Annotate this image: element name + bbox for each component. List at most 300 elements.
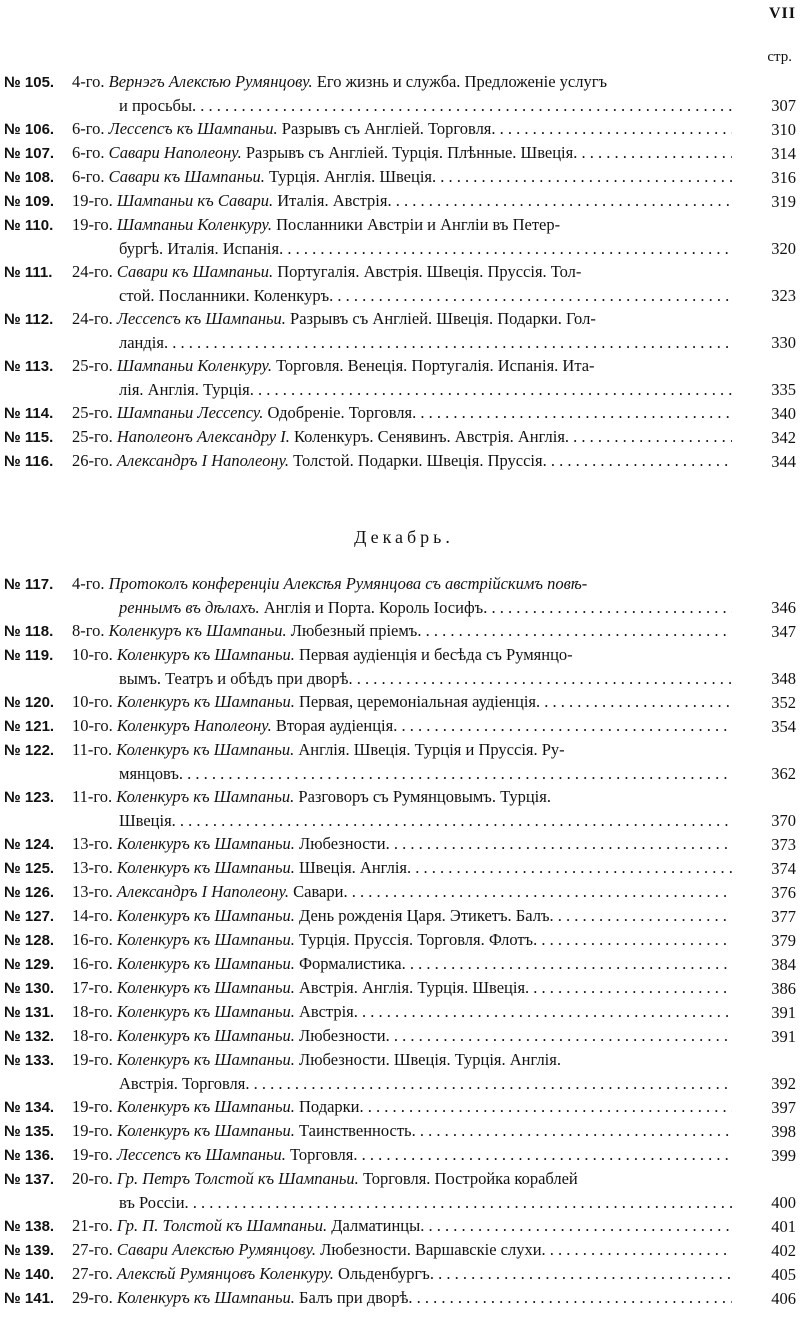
entry-number-text: № 131. (4, 1004, 55, 1021)
entry-number (4, 1214, 72, 1238)
toc-entry (0, 976, 796, 1000)
entry-number-text: № 133. (4, 1052, 55, 1069)
entry-author: Алексѣй Румянцовъ Коленкуру. (116, 1264, 334, 1283)
entry-text (72, 928, 533, 951)
entry-author: Шампаньи Коленкуру. (116, 215, 272, 234)
page-number: 386 (771, 979, 796, 998)
entry-topics: Первая аудіенція и бесѣда съ Румянцо- (299, 645, 573, 664)
entry-number (4, 928, 72, 952)
entry-date: 10-го. (72, 645, 113, 664)
entry-date: 21-го. (72, 1216, 113, 1235)
entry-number (4, 880, 72, 904)
entry-text (72, 572, 732, 595)
page-number: 379 (771, 931, 796, 950)
page-number: 347 (771, 622, 796, 641)
dot-leader (343, 880, 732, 903)
dot-leader (245, 1072, 732, 1095)
entry-text (72, 714, 393, 737)
toc-entry-continuation (4, 596, 796, 619)
page-number: 402 (771, 1241, 796, 1260)
entry-number (4, 70, 72, 94)
entry-topics: Англія. Швеція. Турція и Пруссія. Ру- (298, 740, 565, 759)
continuation-text (119, 331, 164, 354)
entry-author: Лессепсъ къ Шампаньи. (116, 1145, 286, 1164)
entry-number-text: № 140. (4, 1266, 55, 1283)
entry-topics: Балъ при дворѣ (299, 1288, 409, 1307)
entry-number-text: № 126. (4, 884, 55, 901)
toc-entry (0, 1048, 796, 1095)
page-number: 310 (771, 120, 796, 139)
entry-text (72, 1048, 732, 1071)
entry-author: Коленкуръ къ Шампаньи. (116, 1288, 295, 1307)
entry-text (72, 856, 407, 879)
entry-number (4, 1024, 72, 1048)
entry-number (4, 1119, 72, 1143)
continuation-topics: Англія и Порта. Король Іосифъ (263, 598, 484, 617)
entry-text (72, 1238, 542, 1261)
entry-date: 25-го. (72, 427, 113, 446)
entry-text (72, 976, 525, 999)
entry-author: Савари Алексѣю Румянцову. (116, 1240, 316, 1259)
entry-number (4, 832, 72, 856)
dot-leader (483, 596, 732, 619)
continuation-topics: стой. Посланники. Коленкуръ (119, 286, 330, 305)
toc-entry-line (4, 1262, 796, 1286)
entry-number (4, 1048, 72, 1072)
toc-entry-line (4, 572, 796, 596)
page-number: 374 (771, 859, 796, 878)
toc-entry-continuation (4, 94, 796, 117)
entry-topics: Любезности (299, 1026, 386, 1045)
entry-number-text: № 115. (4, 429, 54, 446)
entry-text (72, 832, 386, 855)
page-number: 335 (771, 380, 796, 399)
toc-entry (0, 785, 796, 832)
entry-date: 6-го. (72, 119, 105, 138)
toc-entry (0, 619, 796, 643)
toc-entry (0, 643, 796, 690)
dot-leader (402, 952, 732, 975)
entry-topics: Его жизнь и служба. Предложеніе услугъ (316, 72, 608, 91)
continuation-topics: въ Россіи (119, 1193, 185, 1212)
page-number: 397 (771, 1098, 796, 1117)
december-entries (0, 572, 796, 1310)
page-number: 370 (771, 811, 796, 830)
continuation-text (119, 596, 483, 619)
toc-entry (0, 714, 796, 738)
page-folio: VII (768, 5, 796, 22)
entry-topics: Коленкуръ. Сенявинъ. Австрія. Англія (293, 427, 565, 446)
entry-date: 11-го. (72, 787, 113, 806)
entry-text (72, 260, 732, 283)
dot-leader (550, 904, 733, 927)
entry-number-text: № 124. (4, 836, 55, 853)
entry-date: 8-го. (72, 621, 105, 640)
toc-entry-line (4, 856, 796, 880)
entry-topics: Турція. Англія. Швеція (269, 167, 433, 186)
entry-topics: Разрывъ съ Англіей. Швеція. Подарки. Гол- (290, 309, 596, 328)
entry-topics: Савари (293, 882, 344, 901)
page-number: 405 (771, 1265, 796, 1284)
entry-text (72, 952, 402, 975)
entry-number-text: № 120. (4, 694, 55, 711)
entry-number (4, 117, 72, 141)
page-number: 319 (771, 192, 796, 211)
entry-date: 29-го. (72, 1288, 113, 1307)
entry-author: Шампаньи Лессепсу. (116, 403, 264, 422)
entry-number-text: № 132. (4, 1028, 55, 1045)
entry-author: Коленкуръ къ Шампаньи. (116, 858, 295, 877)
entry-text (72, 690, 536, 713)
page-number: 376 (771, 883, 796, 902)
page-number: 391 (771, 1003, 796, 1022)
entry-number-text: № 107. (4, 145, 55, 162)
entry-text (72, 1286, 408, 1309)
toc-entry-line (4, 1024, 796, 1048)
toc-entry-line (4, 117, 796, 141)
entry-number (4, 1000, 72, 1024)
entry-text (72, 189, 387, 212)
entry-number (4, 307, 72, 331)
continuation-text (119, 667, 348, 690)
entry-author: Александръ I Наполеону. (116, 882, 290, 901)
entry-topics: Любезности (299, 834, 386, 853)
entry-text (72, 449, 543, 472)
entry-number (4, 1238, 72, 1262)
continuation-topics: лія. Англія. Турція (119, 380, 250, 399)
toc-entry (0, 952, 796, 976)
entry-number-text: № 125. (4, 860, 55, 877)
entry-number (4, 785, 72, 809)
entry-number-text: № 117. (4, 576, 54, 593)
page-number: 377 (771, 907, 796, 926)
entry-date: 19-го. (72, 1145, 113, 1164)
dot-leader (386, 1024, 732, 1047)
dot-leader (417, 619, 732, 642)
entry-number (4, 141, 72, 165)
entry-number (4, 1262, 72, 1286)
toc-entry (0, 213, 796, 260)
entry-date: 16-го. (72, 930, 113, 949)
dot-leader (387, 189, 732, 212)
toc-entry (0, 572, 796, 619)
dot-leader (533, 928, 732, 951)
entry-number (4, 572, 72, 596)
continuation-text (119, 762, 179, 785)
toc-entry-line (4, 880, 796, 904)
toc-entry-line (4, 449, 796, 473)
entry-date: 19-го. (72, 1050, 113, 1069)
page-number: 307 (771, 96, 796, 115)
entry-topics: Торговля. Венеція. Португалія. Испанія. Ита- (276, 356, 595, 375)
entry-text (72, 117, 491, 140)
toc-entry (0, 880, 796, 904)
dot-leader (542, 1238, 732, 1261)
entry-author: Коленкуръ къ Шампаньи. (116, 645, 295, 664)
entry-number (4, 714, 72, 738)
entry-date: 27-го. (72, 1264, 113, 1283)
entry-text (72, 880, 343, 903)
page-number: 348 (771, 669, 796, 688)
entry-text (72, 70, 732, 93)
dot-leader (536, 690, 732, 713)
toc-entry-line (4, 928, 796, 952)
entry-author: Савари къ Шампаньи. (108, 167, 265, 186)
dot-leader (543, 449, 732, 472)
entry-topics: Любезный пріемъ (290, 621, 418, 640)
toc-entry-continuation (4, 809, 796, 832)
entry-text (72, 307, 732, 330)
continuation-italic: реннымъ въ дѣлахъ. (119, 598, 260, 617)
entry-date: 13-го. (72, 834, 113, 853)
entry-number-text: № 121. (4, 718, 55, 735)
entry-author: Шампаньи Коленкуру. (116, 356, 272, 375)
dot-leader (408, 1286, 732, 1309)
entry-text (72, 1167, 732, 1190)
dot-leader (353, 1143, 732, 1166)
entry-date: 24-го. (72, 309, 113, 328)
entry-topics: Торговля. Постройка кораблей (362, 1169, 578, 1188)
entry-number-text: № 108. (4, 169, 55, 186)
entry-number-text: № 136. (4, 1147, 55, 1164)
entry-author: Наполеонъ Александру I. (116, 427, 290, 446)
page-number: 373 (771, 835, 796, 854)
entry-number (4, 1143, 72, 1167)
page-number: 340 (771, 404, 796, 423)
entry-number (4, 976, 72, 1000)
entry-date: 10-го. (72, 692, 113, 711)
entry-number-text: № 137. (4, 1171, 55, 1188)
entry-topics: Вторая аудіенція (275, 716, 394, 735)
toc-entry-line (4, 1095, 796, 1119)
entry-date: 25-го. (72, 356, 113, 375)
entry-number (4, 1095, 72, 1119)
toc-entry-line (4, 643, 796, 667)
toc-entry (0, 354, 796, 401)
dot-leader (573, 141, 732, 164)
dot-leader (279, 237, 732, 260)
toc-entry (0, 141, 796, 165)
entry-number-text: № 109. (4, 193, 55, 210)
toc-entry (0, 307, 796, 354)
toc-entry (0, 1143, 796, 1167)
entry-number-text: № 110. (4, 217, 54, 234)
toc-entry-line (4, 1214, 796, 1238)
continuation-text (119, 378, 250, 401)
entry-author: Лессепсъ къ Шампаньи. (116, 309, 286, 328)
toc-entry-line (4, 354, 796, 378)
entry-date: 6-го. (72, 143, 105, 162)
entry-number-text: № 123. (4, 789, 55, 806)
dot-leader (164, 331, 732, 354)
page-number: 346 (771, 598, 796, 617)
entry-text (72, 1024, 386, 1047)
entry-date: 11-го. (72, 740, 113, 759)
toc-entry-line (4, 1000, 796, 1024)
entry-date: 19-го. (72, 1121, 113, 1140)
entry-author: Савари Наполеону. (108, 143, 242, 162)
entry-author: Гр. Петръ Толстой къ Шампаньи. (116, 1169, 359, 1188)
entry-date: 26-го. (72, 451, 113, 470)
entry-topics: Таинственность (299, 1121, 412, 1140)
entry-text (72, 619, 417, 642)
entry-number (4, 449, 72, 473)
page-number: 398 (771, 1122, 796, 1141)
page-number: 391 (771, 1027, 796, 1046)
toc-entry-line (4, 70, 796, 94)
toc-entry-line (4, 165, 796, 189)
entry-date: 16-го. (72, 954, 113, 973)
toc-entry-line (4, 213, 796, 237)
toc-entry-line (4, 425, 796, 449)
entry-author: Коленкуръ къ Шампаньи. (116, 692, 295, 711)
entry-date: 13-го. (72, 882, 113, 901)
page-number: 314 (771, 144, 796, 163)
page-number: 352 (771, 693, 796, 712)
entry-number (4, 401, 72, 425)
toc-entry (0, 1286, 796, 1310)
entry-topics: Швеція. Англія (299, 858, 407, 877)
entry-text (72, 643, 732, 666)
continuation-text (119, 809, 172, 832)
dot-leader (432, 165, 732, 188)
entry-number-text: № 134. (4, 1099, 55, 1116)
entry-date: 17-го. (72, 978, 113, 997)
entry-topics: Далматинцы (331, 1216, 421, 1235)
entry-text (72, 165, 432, 188)
entry-date: 27-го. (72, 1240, 113, 1259)
dot-leader (420, 1214, 732, 1237)
entry-text (72, 738, 732, 761)
entry-topics: Италія. Австрія (277, 191, 388, 210)
page-number: 320 (771, 239, 796, 258)
entry-text (72, 401, 412, 424)
toc-entry-line (4, 976, 796, 1000)
dot-leader (172, 809, 732, 832)
entry-author: Коленкуръ къ Шампаньи. (116, 978, 295, 997)
entry-text (72, 354, 732, 377)
entry-date: 13-го. (72, 858, 113, 877)
dot-leader (360, 1095, 732, 1118)
page-number: 400 (771, 1193, 796, 1212)
entry-number (4, 690, 72, 714)
entry-author: Коленкуръ къ Шампаньи. (116, 740, 295, 759)
entry-number-text: № 139. (4, 1242, 55, 1259)
entry-number-text: № 127. (4, 908, 55, 925)
entry-date: 19-го. (72, 1097, 113, 1116)
entry-number-text: № 116. (4, 453, 54, 470)
entry-number-text: № 122. (4, 742, 55, 759)
continuation-topics: Швеція (119, 811, 172, 830)
page-number: 330 (771, 333, 796, 352)
entry-topics: Ольденбургъ (338, 1264, 430, 1283)
toc-entry-line (4, 401, 796, 425)
continuation-topics: Австрія. Торговля (119, 1074, 246, 1093)
dot-leader (525, 976, 732, 999)
toc-entry (0, 1214, 796, 1238)
toc-entry (0, 1000, 796, 1024)
entry-author: Коленкуръ къ Шампаньи. (116, 1050, 295, 1069)
entry-author: Коленкуръ къ Шампаньи. (108, 621, 287, 640)
dot-leader (430, 1262, 732, 1285)
continuation-topics: и просьбы (119, 96, 193, 115)
dot-leader (250, 378, 732, 401)
page-number: 342 (771, 428, 796, 447)
entry-text (72, 1262, 430, 1285)
entry-topics: Любезности. Швеція. Турція. Англія. (299, 1050, 561, 1069)
entry-date: 19-го. (72, 215, 113, 234)
entry-text (72, 1214, 420, 1237)
dot-leader (491, 117, 732, 140)
entry-number (4, 856, 72, 880)
entry-topics: Разрывъ съ Англіей. Турція. Плѣнные. Швеція (245, 143, 574, 162)
toc-entry (0, 260, 796, 307)
entry-text (72, 141, 573, 164)
toc-entry (0, 449, 796, 473)
toc-entry-continuation (4, 284, 796, 307)
entry-author: Коленкуръ къ Шампаньи. (116, 1002, 295, 1021)
entry-topics: Турція. Пруссія. Торговля. Флотъ (299, 930, 534, 949)
page-number: 392 (771, 1074, 796, 1093)
toc-entry-line (4, 260, 796, 284)
toc-entry-line (4, 738, 796, 762)
dot-leader (354, 1000, 732, 1023)
entry-date: 19-го. (72, 191, 113, 210)
entry-number-text: № 112. (4, 311, 54, 328)
continuation-text (119, 237, 279, 260)
entry-number (4, 1286, 72, 1310)
page-number: 354 (771, 717, 796, 736)
entry-text (72, 1119, 412, 1142)
entry-date: 4-го. (72, 72, 105, 91)
entry-date: 10-го. (72, 716, 113, 735)
entry-number-text: № 106. (4, 121, 55, 138)
toc-entry (0, 70, 796, 117)
toc-entry-line (4, 785, 796, 809)
continuation-topics: ландія (119, 333, 164, 352)
toc-entry-line (4, 690, 796, 714)
toc-entry-continuation (4, 762, 796, 785)
toc-entry (0, 1262, 796, 1286)
toc-entry (0, 738, 796, 785)
entry-date: 18-го. (72, 1026, 113, 1045)
entry-number (4, 213, 72, 237)
entry-author: Коленкуръ къ Шампаньи. (116, 906, 295, 925)
entry-number-text: № 141. (4, 1290, 55, 1307)
entry-text (72, 1143, 353, 1166)
entry-number (4, 260, 72, 284)
entry-author: Коленкуръ къ Шампаньи. (116, 930, 295, 949)
entry-author: Коленкуръ къ Шампаньи. (116, 834, 295, 853)
entry-author: Лессепсъ къ Шампаньи. (108, 119, 278, 138)
entry-topics: День рожденія Царя. Этикетъ. Балъ (299, 906, 550, 925)
entry-number-text: № 113. (4, 358, 54, 375)
toc-entry-line (4, 141, 796, 165)
toc-entry (0, 1119, 796, 1143)
toc-entry-continuation (4, 237, 796, 260)
entry-topics: Толстой. Подарки. Швеція. Пруссія (293, 451, 543, 470)
toc-entry-line (4, 307, 796, 331)
entry-number-text: № 105. (4, 74, 55, 91)
dot-leader (185, 1191, 732, 1214)
entry-text (72, 1095, 360, 1118)
page-number: 401 (771, 1217, 796, 1236)
dot-leader (348, 667, 732, 690)
entry-number (4, 619, 72, 643)
entry-author: Гр. П. Толстой къ Шампаньи. (116, 1216, 328, 1235)
entry-number (4, 354, 72, 378)
toc-entry (0, 425, 796, 449)
